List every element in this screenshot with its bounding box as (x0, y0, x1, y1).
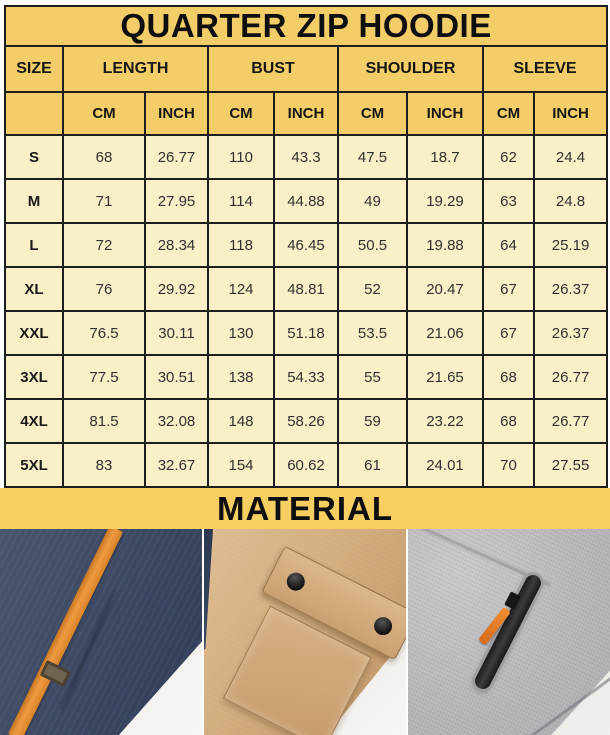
table-row-l (5, 223, 607, 267)
material-photo-strip (0, 529, 610, 735)
measurement-cell: 67 (483, 267, 534, 311)
measurement-cell: 68 (63, 135, 145, 179)
measurement-cell: 114 (208, 179, 274, 223)
unit-header-row (5, 92, 607, 135)
column-header-size: SIZE (5, 46, 63, 92)
unit-header-length-cm: CM (63, 92, 145, 135)
measurement-cell: 30.11 (145, 311, 208, 355)
table-row-3xl (5, 355, 607, 399)
measurement-cell: 47.5 (338, 135, 407, 179)
measurement-cell: 51.18 (274, 311, 338, 355)
size-chart-table (4, 5, 608, 488)
size-cell: 3XL (5, 355, 63, 399)
measurement-cell: 32.08 (145, 399, 208, 443)
photo-gray-fleece-zipper (408, 529, 610, 735)
unit-header-sleeve-inch: INCH (534, 92, 607, 135)
measurement-cell: 58.26 (274, 399, 338, 443)
measurement-cell: 124 (208, 267, 274, 311)
measurement-cell: 26.37 (534, 267, 607, 311)
measurement-cell: 76 (63, 267, 145, 311)
measurement-cell: 81.5 (63, 399, 145, 443)
unit-header-bust-cm: CM (208, 92, 274, 135)
unit-header-sleeve-cm: CM (483, 92, 534, 135)
measurement-cell: 53.5 (338, 311, 407, 355)
measurement-cell: 24.8 (534, 179, 607, 223)
measurement-cell: 48.81 (274, 267, 338, 311)
measurement-cell: 19.88 (407, 223, 483, 267)
measurement-cell: 29.92 (145, 267, 208, 311)
measurement-cell: 19.29 (407, 179, 483, 223)
size-cell: XXL (5, 311, 63, 355)
size-cell: S (5, 135, 63, 179)
measurement-cell: 63 (483, 179, 534, 223)
table-row-4xl (5, 399, 607, 443)
measurement-cell: 26.77 (145, 135, 208, 179)
measurement-cell: 83 (63, 443, 145, 487)
size-cell: M (5, 179, 63, 223)
measurement-cell: 20.47 (407, 267, 483, 311)
measurement-cell: 46.45 (274, 223, 338, 267)
measurement-cell: 28.34 (145, 223, 208, 267)
measurement-cell: 67 (483, 311, 534, 355)
measurement-cell: 50.5 (338, 223, 407, 267)
table-row-5xl (5, 443, 607, 487)
measurement-cell: 70 (483, 443, 534, 487)
measurement-cell: 148 (208, 399, 274, 443)
unit-header-shoulder-inch: INCH (407, 92, 483, 135)
measurement-cell: 138 (208, 355, 274, 399)
title-row (5, 6, 607, 46)
unit-header-bust-inch: INCH (274, 92, 338, 135)
measurement-cell: 23.22 (407, 399, 483, 443)
material-heading: MATERIAL (216, 489, 394, 527)
measurement-cell: 154 (208, 443, 274, 487)
column-header-length: LENGTH (63, 46, 208, 92)
measurement-cell: 43.3 (274, 135, 338, 179)
measurement-cell: 32.67 (145, 443, 208, 487)
column-group-header-row (5, 46, 607, 92)
measurement-cell: 72 (63, 223, 145, 267)
table-row-m (5, 179, 607, 223)
table-row-s (5, 135, 607, 179)
measurement-cell: 27.55 (534, 443, 607, 487)
unit-header-length-inch: INCH (145, 92, 208, 135)
size-cell: XL (5, 267, 63, 311)
measurement-cell: 55 (338, 355, 407, 399)
measurement-cell: 49 (338, 179, 407, 223)
measurement-cell: 52 (338, 267, 407, 311)
measurement-cell: 118 (208, 223, 274, 267)
measurement-cell: 30.51 (145, 355, 208, 399)
measurement-cell: 18.7 (407, 135, 483, 179)
unit-header-shoulder-cm: CM (338, 92, 407, 135)
photo-navy-fleece-strap (0, 529, 202, 735)
photo-khaki-pocket (204, 529, 406, 735)
page-title: QUARTER ZIP HOODIE (5, 6, 607, 46)
measurement-cell: 76.5 (63, 311, 145, 355)
measurement-cell: 24.01 (407, 443, 483, 487)
measurement-cell: 71 (63, 179, 145, 223)
size-cell: 5XL (5, 443, 63, 487)
snap-button-graphic (371, 614, 395, 638)
size-cell: L (5, 223, 63, 267)
column-header-shoulder: SHOULDER (338, 46, 483, 92)
measurement-cell: 26.77 (534, 355, 607, 399)
measurement-cell: 44.88 (274, 179, 338, 223)
size-cell: 4XL (5, 399, 63, 443)
empty-header-cell (5, 92, 63, 135)
column-header-sleeve: SLEEVE (483, 46, 607, 92)
measurement-cell: 26.77 (534, 399, 607, 443)
snap-button-graphic (284, 570, 308, 594)
measurement-cell: 110 (208, 135, 274, 179)
measurement-cell: 54.33 (274, 355, 338, 399)
measurement-cell: 61 (338, 443, 407, 487)
measurement-cell: 130 (208, 311, 274, 355)
measurement-cell: 59 (338, 399, 407, 443)
material-banner (0, 488, 610, 529)
measurement-cell: 24.4 (534, 135, 607, 179)
table-row-xxl (5, 311, 607, 355)
measurement-cell: 27.95 (145, 179, 208, 223)
measurement-cell: 25.19 (534, 223, 607, 267)
measurement-cell: 68 (483, 355, 534, 399)
column-header-bust: BUST (208, 46, 338, 92)
measurement-cell: 64 (483, 223, 534, 267)
measurement-cell: 77.5 (63, 355, 145, 399)
table-row-xl (5, 267, 607, 311)
measurement-cell: 21.06 (407, 311, 483, 355)
measurement-cell: 68 (483, 399, 534, 443)
measurement-cell: 26.37 (534, 311, 607, 355)
measurement-cell: 21.65 (407, 355, 483, 399)
measurement-cell: 62 (483, 135, 534, 179)
measurement-cell: 60.62 (274, 443, 338, 487)
